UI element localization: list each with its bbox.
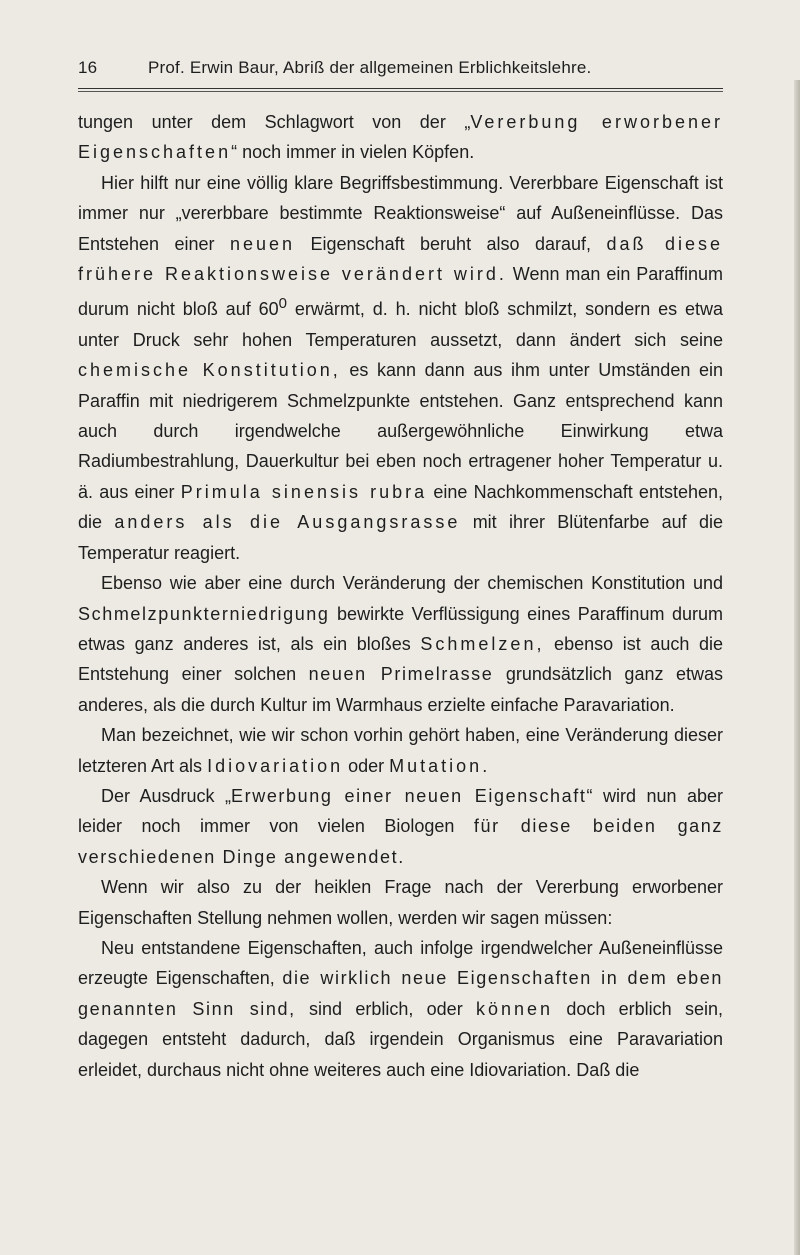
spaced-emphasis: Erwerbung einer neuen Eigenschaft: [231, 785, 587, 806]
paragraph-7: Neu entstandene Eigenschaften, auch infolge irgendwelcher Außeneinflüsse erzeugte Eigenschaften, die wirklich neue Eigenschaften in dem eben genannten Sinn sind, sind erblich, oder können doch erblich sein, dagegen entsteht dadurch, daß irgendein Organismus eine Paravariation erleidet, durchaus nicht ohne weiteres auch eine Idiovariation. Daß die: [78, 937, 724, 1080]
spaced-emphasis: Schmelzen,: [420, 633, 545, 654]
spaced-emphasis: Primula sinensis rubra: [180, 481, 428, 502]
paragraph-6: Wenn wir also zu der heiklen Frage nach der Vererbung erworbener Eigenschaften Stellung nehmen wollen, werden wir sagen müssen:: [78, 877, 723, 928]
spaced-emphasis: für diese beiden ganz verschiedenen Dinge angewendet.: [78, 816, 723, 867]
spaced-emphasis: Schmelzpunkterniedrigung: [78, 603, 330, 624]
spaced-emphasis: Mutation.: [389, 755, 491, 776]
spaced-emphasis: Idiovariation: [207, 755, 344, 776]
spaced-emphasis: die wirklich neue Eigenschaften in dem eben genannten Sinn sind,: [78, 968, 723, 1019]
spaced-emphasis: anders als die Ausgangsrasse: [114, 512, 461, 533]
body-text: [78, 107, 723, 1085]
spaced-emphasis: können: [475, 998, 554, 1019]
spaced-emphasis: neuen Primelrasse: [308, 664, 494, 685]
degree-superscript: 0: [278, 295, 287, 313]
running-title: Prof. Erwin Baur, Abriß der allgemeinen Erblichkeitslehre.: [148, 58, 592, 77]
spaced-emphasis: Vererbung erworbener Eigenschaften: [78, 112, 723, 163]
spaced-emphasis: daß diese frühere Reaktionsweise verändert wird.: [78, 233, 723, 285]
paragraph-5: Der Ausdruck „Erwerbung einer neuen Eigenschaft“ wird nun aber leider noch immer von vielen Biologen für diese beiden ganz verschiedenen Dinge angewendet.: [78, 785, 723, 867]
spaced-emphasis: neuen: [230, 233, 296, 254]
paragraph-2: Hier hilft nur eine völlig klare Begriffsbestimmung. Vererbbare Eigenschaft ist immer nur „vererbbare bestimmte Reaktionsweise“ auf Außeneinflüsse. Das Entstehen einer neuen Eigenschaft beruht also darauf, daß diese frühere Reaktionsweise verändert wird. Wenn man ein Paraffinum durum nicht bloß auf $60^0$ erwärmt, d. h. nicht bloß schmilzt, sondern es etwa unter Druck sehr hohen Temperaturen aussetzt, dann ändert sich seine chemische Konstitution, es kann dann aus ihm unter Umständen ein Paraffin mit niedrigerem Schmelzpunkte entstehen. Ganz entsprechend kann auch durch irgendwelche außergewöhnliche Einwirkung etwa Radiumbestrahlung, Dauerkultur bei eben noch ertragener hoher Temperatur u. ä. aus einer Primula sinensis rubra eine Nachkommenschaft entstehen, die anders als die Ausgangsrasse mit ihrer Blütenfarbe auf die Temperatur reagiert.: [78, 172, 724, 563]
paragraph-1: tungen unter dem Schlagwort von der „Vererbung erworbener Eigenschaften“ noch immer in vielen Köpfen.: [78, 112, 723, 163]
paragraph-4: Man bezeichnet, wie wir schon vorhin gehört haben, eine Veränderung dieser letzteren Art als Idiovariation oder Mutation.: [78, 725, 723, 776]
spaced-emphasis: chemische Konstitution,: [78, 360, 341, 381]
page-edge-shadow: [794, 80, 800, 1255]
header-rule: [78, 88, 723, 92]
page-number: 16: [78, 58, 98, 77]
paragraph-3: Ebenso wie aber eine durch Veränderung der chemischen Konstitution und Schmelzpunkterniedrigung bewirkte Verflüssigung eines Paraffinum durum etwas ganz anderes ist, als ein bloßes Schmelzen, ebenso ist auch die Entstehung einer solchen neuen Primelrasse grundsätzlich ganz etwas anderes, als die durch Kultur im Warmhaus erzielte einfache Paravariation.: [78, 573, 723, 715]
